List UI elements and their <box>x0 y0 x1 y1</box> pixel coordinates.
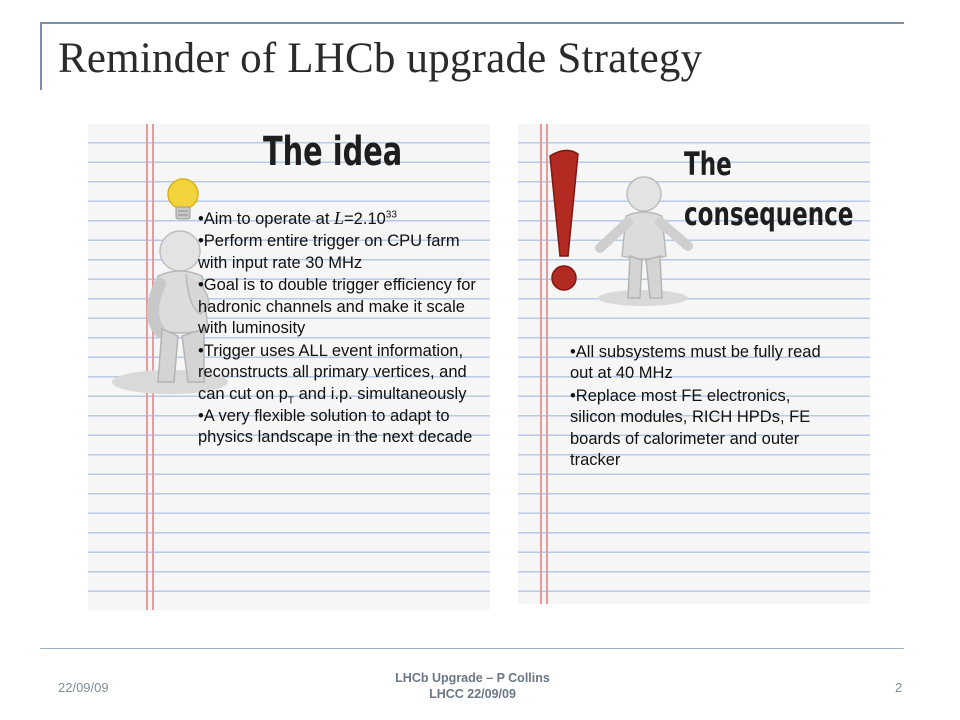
subscript: T <box>287 394 295 406</box>
footer-date: 22/09/09 <box>58 680 109 695</box>
list-item: • All subsystems must be fully read out at 40 MHz <box>570 342 840 385</box>
idea-panel <box>88 124 490 610</box>
luminosity-symbol: L <box>334 208 345 228</box>
top-rule <box>40 22 904 24</box>
list-item: • Goal is to double trigger efficiency for hadronic channels and make it scale with luminosity <box>198 275 483 339</box>
bullet-text: Aim to operate at <box>203 210 335 228</box>
bullet-text: and i.p. simultaneously <box>294 384 467 403</box>
slide-title: Reminder of LHCb upgrade Strategy <box>58 35 703 82</box>
consequence-bullet-list <box>570 342 840 473</box>
list-item <box>198 207 483 230</box>
exponent: 33 <box>385 209 397 221</box>
footer-center-line1: LHCb Upgrade – P Collins <box>395 671 550 685</box>
footer-center <box>300 670 645 703</box>
left-rule <box>40 22 42 90</box>
bullet-text: =2.10 <box>344 210 386 228</box>
footer-rule <box>40 648 904 649</box>
list-item: • A very flexible solution to adapt to physics landscape in the next decade <box>198 406 483 449</box>
footer-center-line2: LHCC 22/09/09 <box>429 687 516 702</box>
list-item <box>198 341 483 405</box>
lightbulb-icon <box>168 179 198 219</box>
exclamation-icon <box>550 150 578 290</box>
idea-bullet-list <box>198 207 483 450</box>
page-number: 2 <box>895 680 903 695</box>
consequence-heading: The consequence <box>684 145 854 233</box>
bullet-text: Trigger uses ALL event information, reconstructs all primary vertices, and can cut on p <box>198 341 467 403</box>
list-item: • Perform entire trigger on CPU farm with input rate 30 MHz <box>198 231 483 274</box>
consequence-panel <box>518 124 870 604</box>
list-item: • Replace most FE electronics, silicon modules, RICH HPDs, FE boards of calorimeter and outer tracker <box>570 386 840 472</box>
idea-heading: The idea <box>263 129 403 175</box>
shrugging-figure-with-exclamation-icon <box>538 138 698 308</box>
